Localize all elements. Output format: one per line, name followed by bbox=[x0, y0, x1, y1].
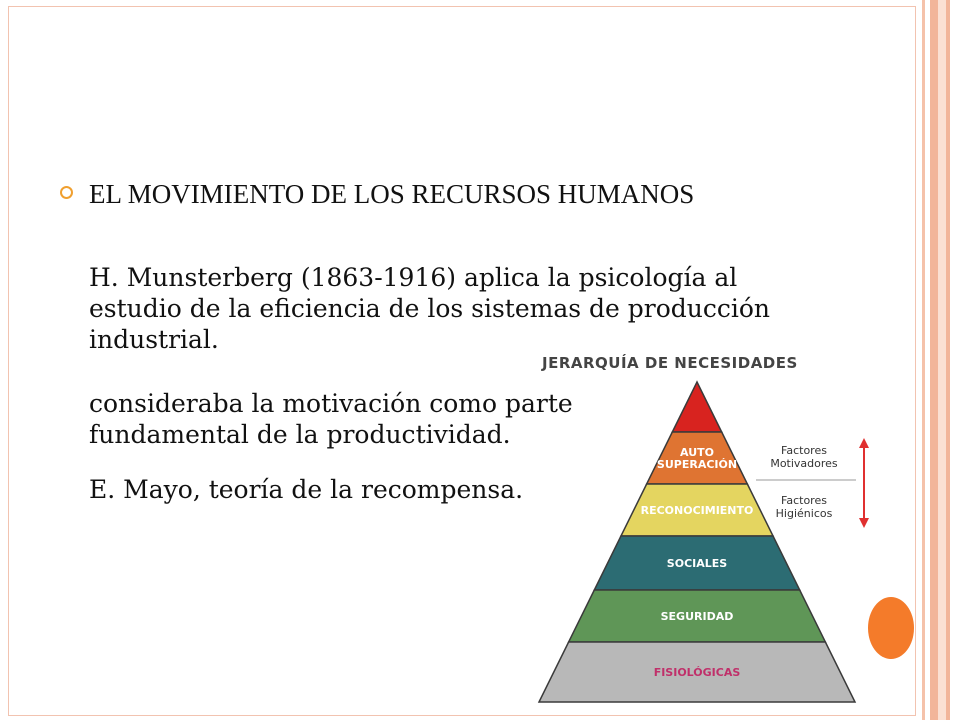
paragraph-munsterberg: H. Munsterberg (1863-1916) aplica la psicología al estudio de la eficiencia de los sistemas de producción industrial. bbox=[89, 263, 771, 354]
pyramid-layer-label: FISIOLÓGICAS bbox=[653, 666, 741, 679]
arrow-down-icon bbox=[859, 518, 869, 528]
pyramid-graphic bbox=[520, 340, 870, 708]
pyramid-layer-label: SEGURIDAD bbox=[660, 610, 734, 623]
decorative-stripes bbox=[916, 0, 960, 720]
pyramid-layer-label: RECONOCIMIENTO bbox=[640, 504, 754, 517]
paragraph-motivacion: consideraba la motivación como parte fundamental de la productividad. bbox=[89, 389, 573, 449]
arrow-up-icon bbox=[859, 438, 869, 448]
pyramid-title: JERARQUÍA DE NECESIDADES bbox=[542, 354, 798, 372]
pyramid-layer bbox=[672, 382, 721, 432]
paragraph-mayo: E. Mayo, teoría de la recompensa. bbox=[89, 475, 524, 504]
factor-hygienic-label: Factores Higiénicos bbox=[775, 494, 833, 520]
pyramid-svg bbox=[520, 340, 870, 708]
bullet-icon bbox=[60, 186, 73, 199]
decorative-circle bbox=[868, 597, 914, 659]
pyramid-layer-label: AUTO SUPERACIÓN bbox=[656, 446, 738, 471]
pyramid-layer-label: SOCIALES bbox=[666, 557, 728, 570]
factor-motivators-label: Factores Motivadores bbox=[770, 444, 838, 470]
slide-heading: EL MOVIMIENTO DE LOS RECURSOS HUMANOS bbox=[89, 179, 695, 209]
